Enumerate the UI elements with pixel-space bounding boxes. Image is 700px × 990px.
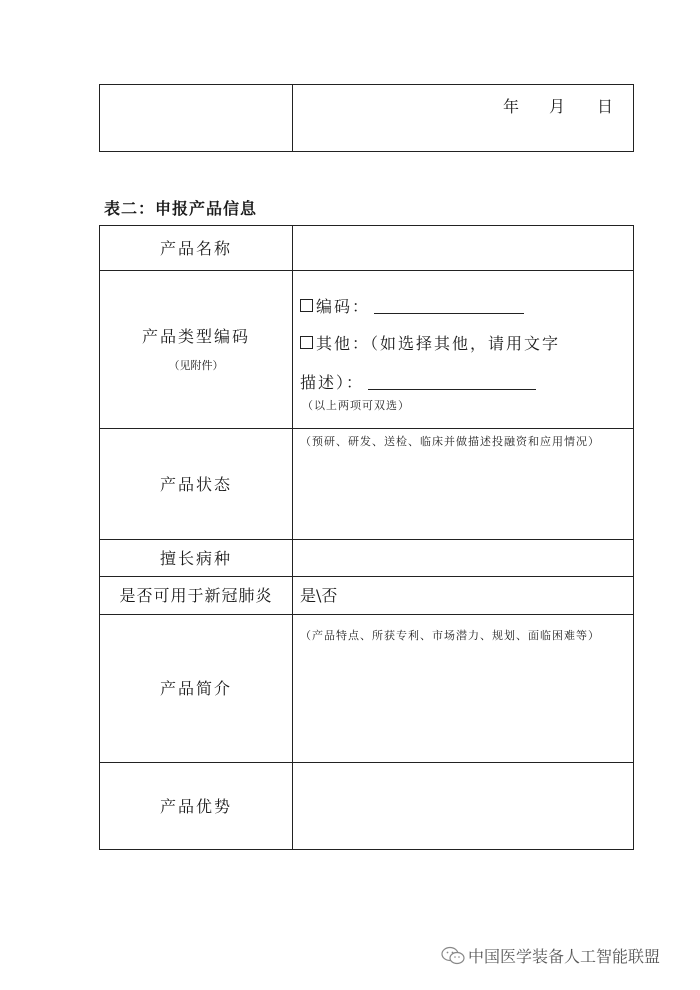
date-year: 年 — [503, 97, 520, 116]
wechat-icon — [440, 946, 466, 966]
label-covid: 是否可用于新冠肺炎 — [119, 586, 273, 605]
date-day: 日 — [597, 97, 614, 116]
row-covid-label — [100, 576, 292, 613]
footer-text: 中国医学装备人工智能联盟 — [468, 947, 661, 966]
label-product-name: 产品名称 — [159, 239, 232, 258]
field-status[interactable] — [293, 450, 633, 538]
row-intro-label — [100, 614, 292, 761]
label-type-code: 产品类型编码 — [141, 327, 250, 346]
row-type-code-label — [100, 270, 292, 427]
label-status: 产品状态 — [159, 474, 232, 494]
intro-hint: （产品特点、所获专利、市场潜力、规划、面临困难等） — [300, 629, 600, 642]
sublabel-type-code: （见附件） — [168, 359, 224, 372]
option-code — [300, 294, 524, 317]
row-status-label — [100, 428, 292, 538]
section-title: 表二：申报产品信息 — [104, 199, 258, 218]
label-intro: 产品简介 — [159, 679, 232, 698]
column-divider — [292, 85, 293, 151]
label-advantage: 产品优势 — [159, 797, 232, 816]
field-intro[interactable] — [293, 650, 633, 760]
field-advantage[interactable] — [293, 762, 633, 849]
option-code-label: 编码： — [316, 297, 371, 316]
type-code-note: （以上两项可双选） — [302, 399, 410, 412]
row-advantage-label — [100, 762, 292, 849]
code-input-line[interactable] — [374, 297, 524, 314]
option-other-label: 其他：（如选择其他，请用文字 — [316, 334, 561, 353]
footer-watermark — [440, 944, 660, 967]
status-hint: （预研、研发、送检、临床并做描述投融资和应用情况） — [300, 435, 600, 448]
option-other-cont — [300, 370, 536, 393]
label-disease: 擅长病种 — [159, 548, 232, 568]
checkbox-code[interactable] — [300, 299, 313, 312]
field-covid[interactable] — [300, 576, 630, 613]
field-disease[interactable] — [293, 539, 633, 575]
option-other — [300, 331, 560, 354]
option-other-cont-label: 描述）： — [300, 373, 365, 392]
field-product-name[interactable] — [293, 226, 633, 269]
checkbox-other[interactable] — [300, 336, 313, 349]
date-month: 月 — [549, 97, 566, 116]
row-disease-label — [100, 539, 292, 575]
covid-value: 是\否 — [300, 586, 338, 605]
row-product-name — [100, 226, 292, 269]
other-input-line[interactable] — [368, 373, 536, 390]
